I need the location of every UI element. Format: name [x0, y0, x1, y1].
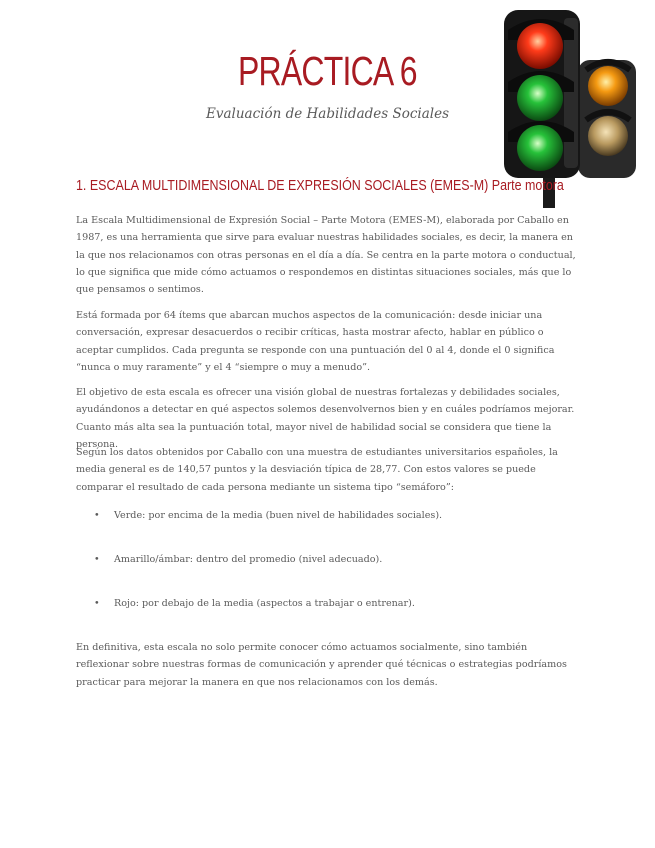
paragraph-data: Según los datos obtenidos por Caballo con una muestra de estudiantes universitarios españoles, la media general es de 140,57 puntos y la desviación típica de 28,77. Con estos valores se puede comparar el resultado de cada persona mediante un sistema tipo “semáforo”:	[76, 447, 558, 493]
bullet-text-red: Rojo: por debajo de la media (aspectos a trabajar o entrenar).	[114, 598, 415, 609]
paragraph-intro: La Escala Multidimensional de Expresión Social – Parte Motora (EMES-M), elaborada por Caballo en 1987, es una herramienta que sirve para evaluar nuestras habilidades sociales, es decir, la manera en la que nos relacionamos con otras personas en el día a día. Se centra en la parte motora o conductual, lo que significa que mide cómo actuamos o respondemos en distintas situaciones sociales, más que lo que pensamos o sentimos.	[76, 215, 576, 296]
bullet-icon: •	[94, 554, 100, 565]
page-subtitle: Evaluación de Habilidades Sociales	[206, 106, 449, 122]
list-item	[94, 595, 574, 612]
bullet-text-green: Verde: por encima de la media (buen nivel de habilidades sociales).	[114, 510, 443, 521]
bullet-text-amber: Amarillo/ámbar: dentro del promedio (nivel adecuado).	[114, 554, 383, 565]
page-title: PRÁCTICA 6	[237, 48, 417, 94]
paragraph-objective: El objetivo de esta escala es ofrecer una visión global de nuestras fortalezas y debilidades sociales, ayudándonos a detectar en qué aspectos solemos desenvolvernos bien y en cuáles podríamos mejorar. Cuanto más alta sea la puntuación total, mayor nivel de habilidad social se considera que tiene la persona.	[76, 387, 575, 450]
list-item	[94, 551, 574, 568]
paragraph-conclusion: En definitiva, esta escala no solo permite conocer cómo actuamos socialmente, sino también reflexionar sobre nuestras formas de comunicación y aprender qué técnicas o estrategias podríamos practicar para mejorar la manera en que nos relacionamos con los demás.	[76, 642, 567, 688]
paragraph-items: Está formada por 64 ítems que abarcan muchos aspectos de la comunicación: desde iniciar una conversación, expresar desacuerdos o recibir críticas, hasta mostrar afecto, hablar en público o aceptar cumplidos. Cada pregunta se responde con una puntuación del 0 al 4, donde el 0 significa “nunca o muy raramente” y el 4 “siempre o muy a menudo”.	[76, 310, 555, 373]
list-item	[94, 507, 574, 524]
bullet-icon: •	[94, 598, 100, 609]
bullet-icon: •	[94, 510, 100, 521]
section-heading: 1. ESCALA MULTIDIMENSIONAL DE EXPRESIÓN SOCIALES (EMES-M) Parte motora	[76, 178, 564, 194]
